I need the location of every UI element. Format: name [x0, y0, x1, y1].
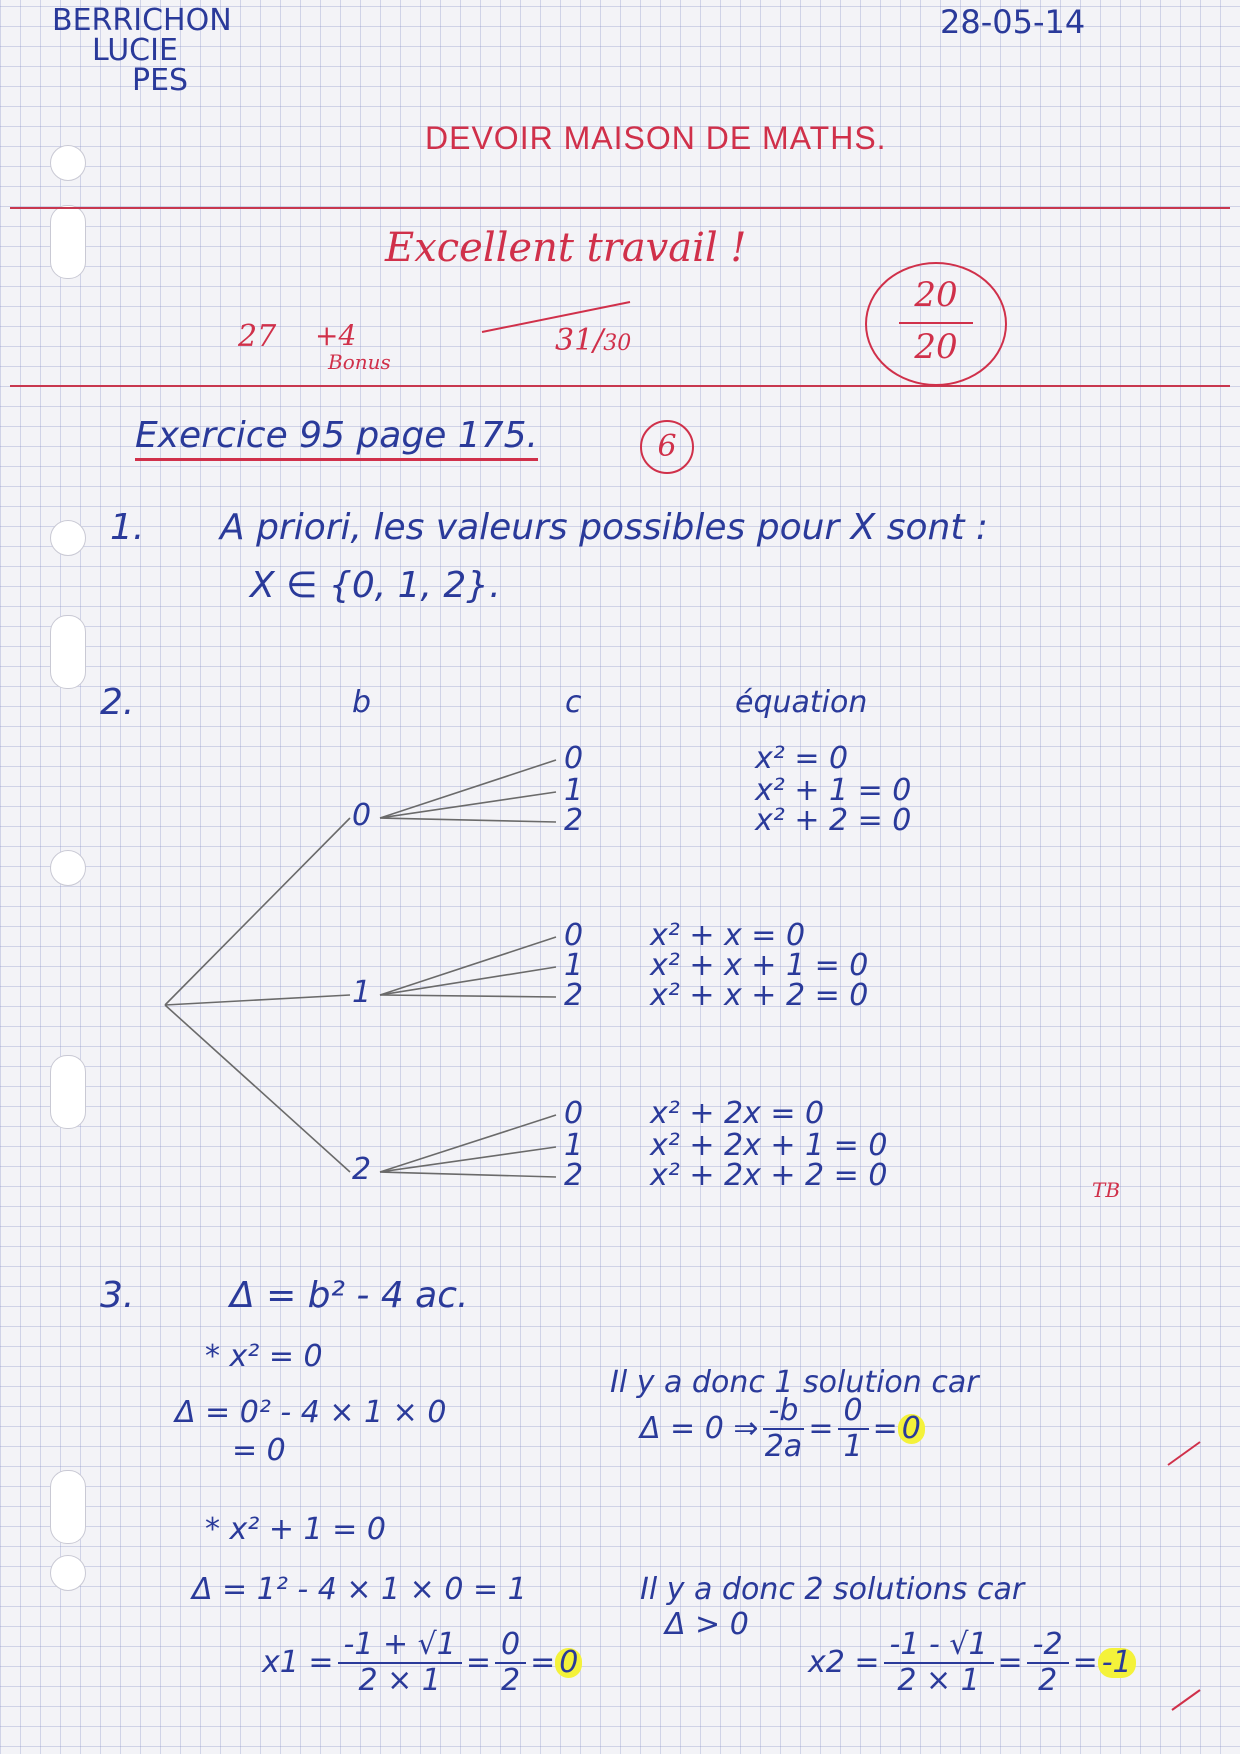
q1-number: 1. [110, 507, 145, 548]
bonus-points: +4 [315, 319, 357, 352]
q3-formula: Δ = b² - 4 ac. [230, 1275, 469, 1316]
tree-node-c-1-2: 2 [564, 978, 584, 1013]
x1-result: 0 [555, 1648, 582, 1678]
tree-equation-0-0: x² = 0 [755, 741, 849, 776]
case1-reason-prefix: Δ = 0 ⇒ [640, 1411, 759, 1446]
tree-node-c-0-0: 0 [564, 741, 584, 776]
tree-equation-1-1: x² + x + 1 = 0 [650, 948, 869, 983]
name-line-2: LUCIE [92, 33, 178, 68]
frac-denominator: 2 [500, 1663, 521, 1698]
frac-denominator: 2a [764, 1429, 803, 1464]
frac-numerator: -1 + √1 [338, 1630, 462, 1664]
frac-numerator: -1 - √1 [884, 1630, 994, 1664]
raw-score-value: 31 [555, 323, 594, 358]
frac-numerator: -b [763, 1396, 805, 1430]
bonus-word: Bonus [328, 350, 391, 374]
case2-conclusion: Il y a donc 2 solutions car [640, 1572, 1025, 1607]
case2-bullet: * x² + 1 = 0 [205, 1512, 386, 1547]
teacher-comment: Excellent travail ! [385, 225, 747, 271]
final-grade-score: 20 [914, 275, 958, 315]
x2-result: -1 [1098, 1648, 1136, 1678]
frac-denominator: 1 [843, 1429, 863, 1464]
case2-delta: Δ = 1² - 4 × 1 × 0 = 1 [192, 1572, 527, 1607]
exercise-heading: Exercice 95 page 175. [135, 418, 538, 461]
tree-equation-2-1: x² + 2x + 1 = 0 [650, 1128, 888, 1163]
frac-numerator: 0 [495, 1630, 526, 1664]
tree-node-c-2-1: 1 [564, 1128, 584, 1163]
tree-header-b: b [352, 685, 372, 720]
tree-node-b-1: 1 [352, 975, 372, 1010]
tree-equation-2-2: x² + 2x + 2 = 0 [650, 1158, 888, 1193]
frac-numerator: -2 [1027, 1630, 1069, 1664]
tree-node-c-2-2: 2 [564, 1158, 584, 1193]
points: 27 [238, 319, 277, 354]
tree-node-c-1-1: 1 [564, 948, 584, 983]
date: 28-05-14 [940, 3, 1086, 41]
case1-delta-result: = 0 [232, 1433, 286, 1468]
tree-node-c-0-2: 2 [564, 803, 584, 838]
tree-equation-2-0: x² + 2x = 0 [650, 1096, 825, 1131]
case2-x1: x1 = $\frac{-1 + √1}{2 \times 1}$ = $\frac{0}{2}$ = 0 [262, 1630, 582, 1696]
frac-denominator: 2 × 1 [897, 1663, 980, 1698]
tree-node-c-1-0: 0 [564, 918, 584, 953]
case1-delta: Δ = 0² - 4 × 1 × 0 [175, 1395, 447, 1430]
case1-reason: Δ = 0 ⇒ $\frac{-b}{2a}$ = $\frac{0}{1}$ = 0 [640, 1396, 925, 1462]
case1-conclusion: Il y a donc 1 solution car [610, 1365, 979, 1400]
name-line-1: BERRICHON [52, 3, 232, 38]
exercise-number: 6 [657, 429, 677, 464]
tree-header-equation: équation [735, 685, 868, 720]
case2-x2: x2 = $\frac{-1 - √1}{2 \times 1}$ = $\frac{-2}{2}$ = -1 [808, 1630, 1136, 1696]
tree-equation-1-0: x² + x = 0 [650, 918, 806, 953]
tree-equation-0-1: x² + 1 = 0 [755, 773, 912, 808]
final-grade-total: 20 [914, 327, 958, 367]
q1-text: A priori, les valeurs possibles pour X sont : [220, 507, 989, 548]
tree-equation-0-2: x² + 2 = 0 [755, 803, 912, 838]
tree-equation-1-2: x² + x + 2 = 0 [650, 978, 869, 1013]
case1-result: 0 [898, 1414, 925, 1444]
x2-label: x2 = [808, 1645, 880, 1680]
case2-reason: Δ > 0 [665, 1607, 749, 1642]
frac-numerator: 0 [838, 1396, 869, 1430]
page-title: DEVOIR MAISON DE MATHS. [425, 120, 887, 156]
name-line-3: PES [132, 63, 189, 98]
tree-header-c: c [565, 685, 582, 720]
raw-score: 31/30 [555, 323, 632, 358]
q1-set: X ∈ {0, 1, 2}. [250, 565, 501, 606]
tree-node-c-2-0: 0 [564, 1096, 584, 1131]
q2-number: 2. [100, 682, 135, 723]
tree-node-b-0: 0 [352, 798, 372, 833]
q3-number: 3. [100, 1275, 135, 1316]
tree-node-c-0-1: 1 [564, 773, 584, 808]
tree-node-b-2: 2 [352, 1152, 372, 1187]
case1-bullet: * x² = 0 [205, 1339, 323, 1374]
x1-label: x1 = [262, 1645, 334, 1680]
teacher-mark-tb: TB [1092, 1178, 1121, 1202]
raw-score-total: 30 [603, 331, 632, 356]
frac-denominator: 2 × 1 [358, 1663, 441, 1698]
frac-denominator: 2 [1038, 1663, 1058, 1698]
